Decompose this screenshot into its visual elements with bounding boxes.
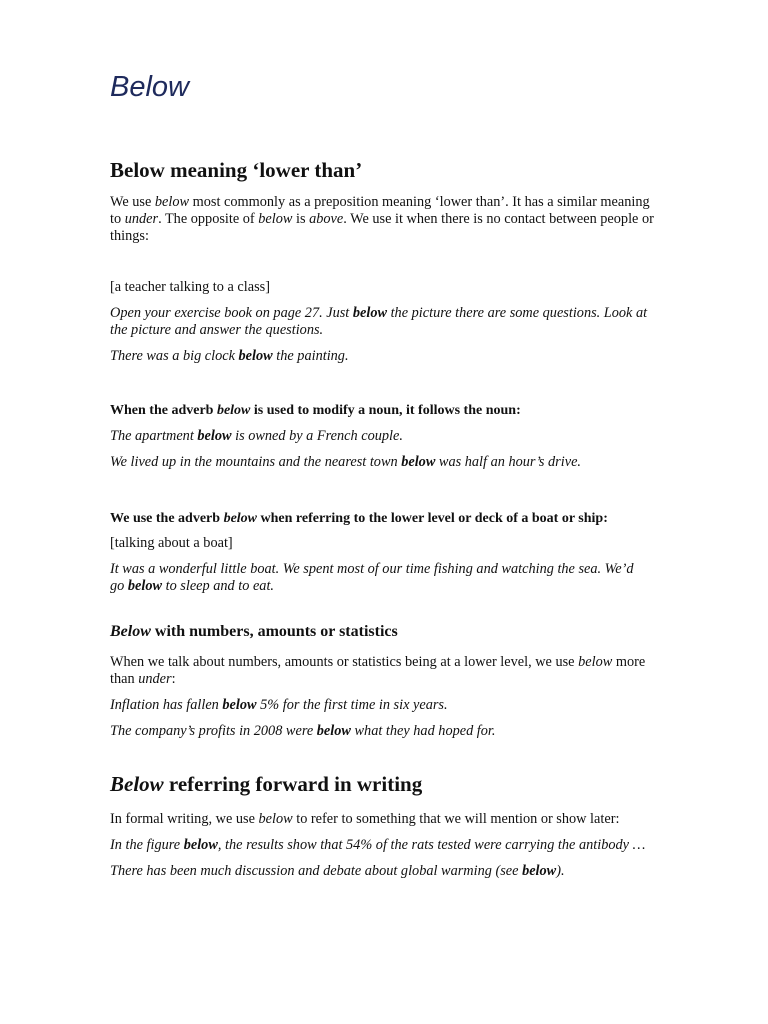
text-line xyxy=(110,322,647,339)
text-segment: to refer to something that we will mention or show later: xyxy=(292,811,620,827)
bold-text: below xyxy=(522,863,557,879)
paragraph-numbers xyxy=(110,654,645,688)
text-line xyxy=(110,671,645,688)
text-segment: when referring to the lower level or deck of a boat or ship: xyxy=(257,511,608,526)
bold-text: below xyxy=(352,305,388,321)
subheading-adverb-noun xyxy=(110,402,521,419)
italic-text: below xyxy=(578,654,613,670)
page-title xyxy=(110,70,189,104)
text-segment: . The opposite of xyxy=(158,211,259,227)
text-segment: with numbers, amounts or statistics xyxy=(150,623,398,640)
text-segment: things: xyxy=(110,228,149,244)
bold-text: below xyxy=(316,723,351,739)
text-segment: We use the adverb xyxy=(110,511,224,526)
context-note xyxy=(110,535,233,552)
italic-text: below xyxy=(258,811,293,827)
text-segment: There was a big clock xyxy=(110,348,239,364)
italic-text: Below xyxy=(110,772,164,796)
subheading-adverb-boat xyxy=(110,510,608,527)
text-segment: We use xyxy=(110,194,155,210)
text-segment: . We use it when there is no contact between people or xyxy=(343,211,654,227)
text-segment: In formal writing, we use xyxy=(110,811,259,827)
paragraph-formal-writing xyxy=(110,811,619,828)
text-segment: : xyxy=(171,671,176,687)
italic-text: Below xyxy=(110,623,151,640)
bold-text: below xyxy=(127,578,163,594)
text-line xyxy=(110,402,521,419)
text-line xyxy=(110,211,654,228)
bold-text: below xyxy=(401,454,436,470)
italic-text: below xyxy=(258,211,293,227)
italic-text: under xyxy=(124,211,159,227)
text-line xyxy=(110,535,233,552)
text-segment: , the results show that 54% of the rats tested were carrying the antibody … xyxy=(217,837,646,853)
text-segment: Below xyxy=(110,71,189,103)
text-line xyxy=(110,279,270,296)
text-segment: referring forward in writing xyxy=(163,772,423,796)
text-line xyxy=(110,228,654,245)
text-line xyxy=(110,811,619,828)
example xyxy=(110,697,448,714)
text-line xyxy=(110,623,398,641)
text-segment: It was a wonderful little boat. We spent most of our time fishing and watching the sea. We’d xyxy=(110,561,634,577)
text-segment: is xyxy=(292,211,310,227)
italic-text: below xyxy=(216,403,251,418)
text-segment: [a teacher talking to a class] xyxy=(110,279,270,295)
text-segment: [talking about a boat] xyxy=(110,535,233,551)
bold-text: below xyxy=(238,348,273,364)
example xyxy=(110,428,403,445)
text-segment: When the adverb xyxy=(110,403,217,418)
text-line xyxy=(110,772,422,796)
text-segment: to sleep and to eat. xyxy=(162,578,275,594)
text-segment: than xyxy=(110,671,139,687)
bold-text: below xyxy=(197,428,232,444)
text-line xyxy=(110,454,581,471)
text-line xyxy=(110,654,645,671)
text-segment: to xyxy=(110,211,125,227)
italic-text: above xyxy=(309,211,344,227)
text-line xyxy=(110,578,634,595)
example xyxy=(110,561,634,595)
heading-numbers xyxy=(110,623,398,641)
heading-lower-than xyxy=(110,158,362,182)
text-segment: most commonly as a preposition meaning ‘lower than’. It has a similar meaning xyxy=(189,194,650,210)
italic-text: under xyxy=(138,671,172,687)
italic-text: below xyxy=(154,194,190,210)
italic-text: below xyxy=(223,511,258,526)
text-line xyxy=(110,863,565,880)
text-segment: Inflation has fallen xyxy=(110,697,223,713)
text-segment: the painting. xyxy=(272,348,349,364)
text-line xyxy=(110,70,189,104)
example xyxy=(110,348,349,365)
text-line xyxy=(110,510,608,527)
text-segment: The company’s profits in 2008 were xyxy=(110,723,317,739)
text-segment: the picture and answer the questions. xyxy=(110,322,324,338)
text-segment: We lived up in the mountains and the nearest town xyxy=(110,454,402,470)
text-line xyxy=(110,194,654,211)
text-line xyxy=(110,837,645,854)
example xyxy=(110,305,647,339)
bold-text: below xyxy=(222,697,257,713)
example xyxy=(110,454,581,471)
text-segment: In the figure xyxy=(110,837,184,853)
text-segment: the picture there are some questions. Look at xyxy=(387,305,648,321)
context-note xyxy=(110,279,270,296)
text-segment: more xyxy=(612,654,646,670)
text-segment: When we talk about numbers, amounts or statistics being at a lower level, we use xyxy=(110,654,579,670)
text-line xyxy=(110,561,634,578)
bold-text: below xyxy=(183,837,218,853)
text-line xyxy=(110,697,448,714)
text-line xyxy=(110,723,495,740)
text-line xyxy=(110,428,403,445)
text-segment: is owned by a French couple. xyxy=(231,428,403,444)
text-segment: what they had hoped for. xyxy=(350,723,496,739)
text-segment: go xyxy=(110,578,128,594)
text-line xyxy=(110,348,349,365)
text-segment: There has been much discussion and debate about global warming (see xyxy=(110,863,523,879)
text-line xyxy=(110,158,362,182)
example xyxy=(110,723,495,740)
text-segment: The apartment xyxy=(110,428,198,444)
text-line xyxy=(110,305,647,322)
text-segment: was half an hour’s drive. xyxy=(435,454,581,470)
example xyxy=(110,837,645,854)
example xyxy=(110,863,565,880)
text-segment: is used to modify a noun, it follows the noun: xyxy=(250,403,521,418)
text-segment: Below meaning ‘lower than’ xyxy=(110,158,363,182)
heading-referring-forward xyxy=(110,772,422,796)
text-segment: Open your exercise book on page 27. Just xyxy=(110,305,353,321)
text-segment: ). xyxy=(556,863,565,879)
text-segment: 5% for the first time in six years. xyxy=(256,697,448,713)
paragraph-intro xyxy=(110,194,654,245)
